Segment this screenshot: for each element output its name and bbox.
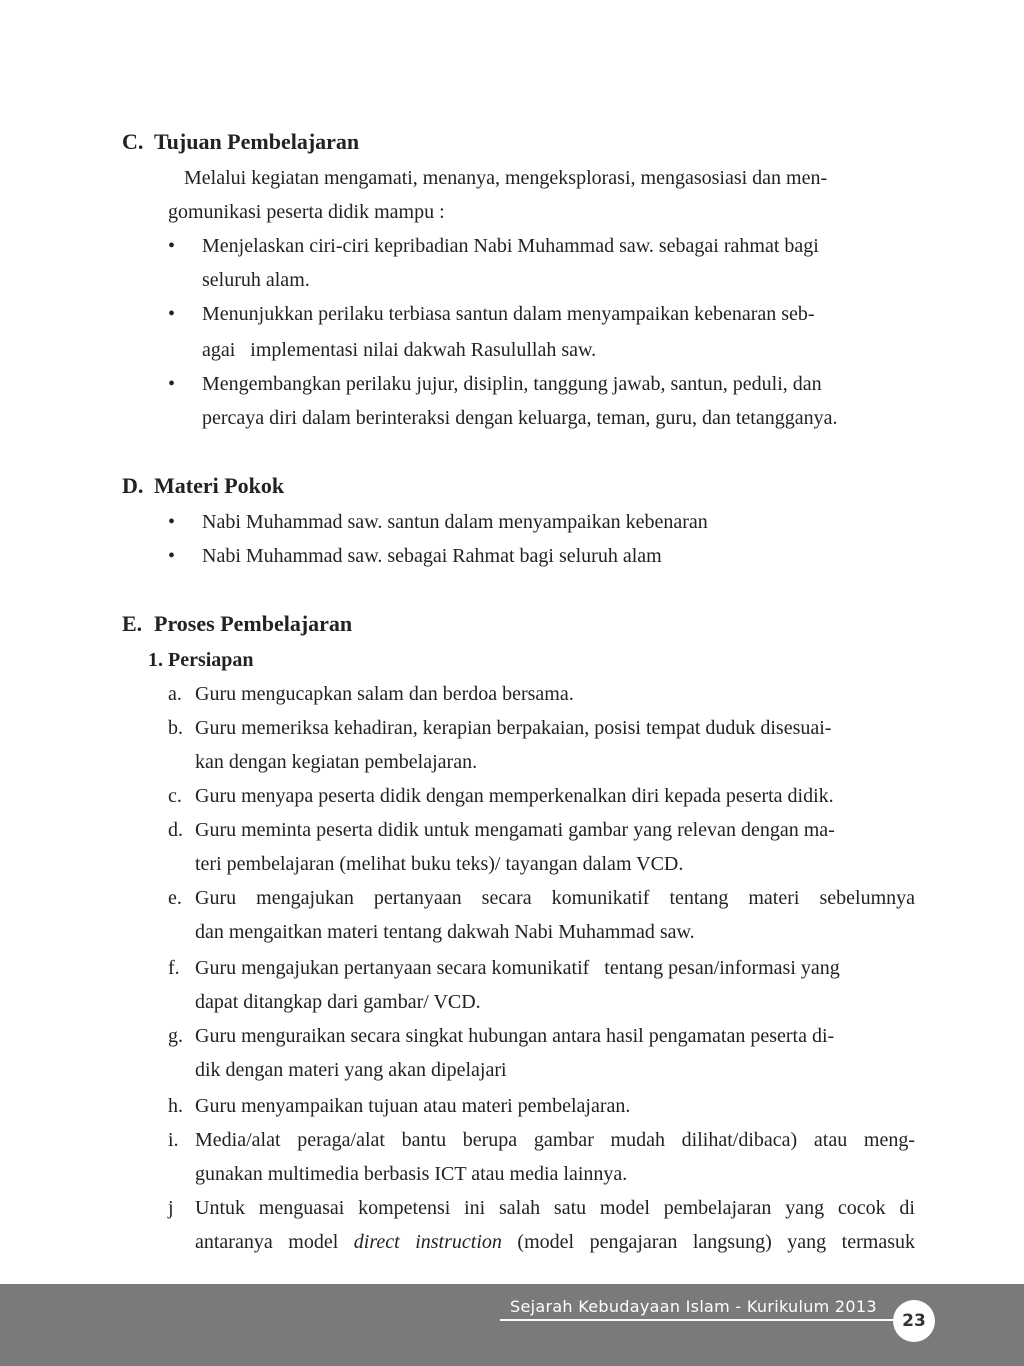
section-c-intro-line-1: Melalui kegiatan mengamati, menanya, mengeksplorasi, mengasosiasi dan men-: [184, 167, 828, 189]
subsection-heading: [148, 646, 254, 674]
list-item-label: f.: [168, 957, 180, 979]
section-c-heading: [122, 128, 359, 156]
list-item-line: Untuk menguasai kompetensi ini salah satu model pembelajaran yang cocok di: [195, 1197, 915, 1219]
section-c-bullet-1-line-1: Menjelaskan ciri-ciri kepribadian Nabi Muhammad saw. sebagai rahmat bagi: [202, 235, 819, 257]
list-item-text: antaranya model: [195, 1231, 354, 1253]
bullet-icon: •: [168, 373, 176, 395]
list-item-line: Guru mengajukan pertanyaan secara komunikatif tentang materi sebelumnya: [195, 887, 915, 909]
list-item-line: Guru mengucapkan salam dan berdoa bersama.: [195, 683, 574, 705]
section-c-intro-line-2: gomunikasi peserta didik mampu :: [168, 201, 445, 223]
section-c-bullet-3-line-1: Mengembangkan perilaku jujur, disiplin, tanggung jawab, santun, peduli, dan: [202, 373, 822, 395]
section-d-letter: D.: [122, 473, 144, 498]
section-d-bullet-1: Nabi Muhammad saw. santun dalam menyampaikan kebenaran: [202, 511, 708, 533]
section-c-bullet-1-line-2: seluruh alam.: [202, 269, 310, 291]
list-item-line: Guru menyampaikan tujuan atau materi pembelajaran.: [195, 1095, 631, 1117]
list-item-label: e.: [168, 887, 182, 909]
list-item-line: Guru menguraikan secara singkat hubungan antara hasil pengamatan peserta di-: [195, 1025, 835, 1047]
section-c-bullet-2-line-1: Menunjukkan perilaku terbiasa santun dalam menyampaikan kebenaran seb-: [202, 303, 815, 325]
footer-book-title: Sejarah Kebudayaan Islam - Kurikulum 2013: [510, 1297, 877, 1316]
bullet-icon: •: [168, 235, 176, 257]
list-item-line: Media/alat peraga/alat bantu berupa gambar mudah dilihat/dibaca) atau meng-: [195, 1129, 915, 1151]
bullet-icon: •: [168, 303, 176, 325]
list-item-label: c.: [168, 785, 182, 807]
list-item-line: dan mengaitkan materi tentang dakwah Nabi Muhammad saw.: [195, 921, 695, 943]
subsection-title: Persiapan: [168, 649, 254, 671]
list-item-line: gunakan multimedia berbasis ICT atau media lainnya.: [195, 1163, 628, 1185]
section-c-title: Tujuan Pembelajaran: [154, 129, 360, 154]
section-e-heading: [122, 610, 352, 638]
section-d-heading: [122, 472, 284, 500]
list-item-line: Guru memeriksa kehadiran, kerapian berpakaian, posisi tempat duduk disesuai-: [195, 717, 832, 739]
bullet-icon: •: [168, 511, 176, 533]
list-item-label: h.: [168, 1095, 183, 1117]
list-item-line: [195, 1228, 915, 1256]
section-e-letter: E.: [122, 611, 143, 636]
section-e-title: Proses Pembelajaran: [154, 611, 353, 636]
list-item-label: a.: [168, 683, 182, 705]
list-item-line: kan dengan kegiatan pembelajaran.: [195, 751, 478, 773]
section-c-bullet-2-line-2: agai implementasi nilai dakwah Rasulullah saw.: [202, 339, 597, 361]
footer-divider: [500, 1319, 895, 1321]
list-item-label: g.: [168, 1025, 183, 1047]
section-c-bullet-3-line-2: percaya diri dalam berinteraksi dengan keluarga, teman, guru, dan tetangganya.: [202, 407, 838, 429]
list-item-line: Guru mengajukan pertanyaan secara komunikatif tentang pesan/informasi yang: [195, 957, 840, 979]
bullet-icon: •: [168, 545, 176, 567]
list-item-line: Guru menyapa peserta didik dengan memperkenalkan diri kepada peserta didik.: [195, 785, 834, 807]
list-item-label: d.: [168, 819, 183, 841]
list-item-line: dapat ditangkap dari gambar/ VCD.: [195, 991, 481, 1013]
list-item-line: teri pembelajaran (melihat buku teks)/ tayangan dalam VCD.: [195, 853, 684, 875]
list-item-label: b.: [168, 717, 183, 739]
list-item-text: (model pengajaran langsung) yang termasuk: [501, 1231, 915, 1253]
section-d-title: Materi Pokok: [154, 473, 285, 498]
list-item-label: i.: [168, 1129, 179, 1151]
section-d-bullet-2: Nabi Muhammad saw. sebagai Rahmat bagi seluruh alam: [202, 545, 662, 567]
list-item-label: j: [168, 1197, 174, 1219]
subsection-number: 1.: [148, 649, 163, 671]
list-item-line: Guru meminta peserta didik untuk mengamati gambar yang relevan dengan ma-: [195, 819, 835, 841]
list-item-line: dik dengan materi yang akan dipelajari: [195, 1059, 507, 1081]
section-c-letter: C.: [122, 129, 144, 154]
page-number: 23: [893, 1300, 935, 1342]
italic-term: direct instruction: [353, 1231, 502, 1253]
